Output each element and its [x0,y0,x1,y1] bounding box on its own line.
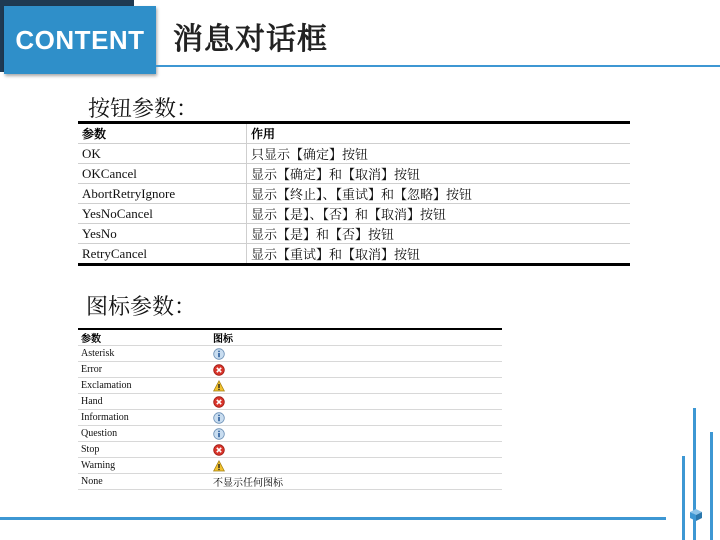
footer-line [0,517,666,520]
error-icon [213,396,225,408]
desc-cell: 显示【是】、【否】和【取消】按钮 [247,204,631,224]
icon-params-table [78,328,502,490]
param-cell: RetryCancel [78,244,247,265]
column-header-param: 参数 [78,123,247,144]
desc-cell: 显示【重试】和【取消】按钮 [247,244,631,265]
param-cell: AbortRetryIgnore [78,184,247,204]
param-cell: Warning [78,458,210,474]
table-row [78,378,502,394]
no-icon-text: 不显示任何图标 [210,474,502,490]
param-cell: Exclamation [78,378,210,394]
desc-cell: 显示【终止】、【重试】和【忽略】按钮 [247,184,631,204]
param-cell: Stop [78,442,210,458]
icon-params-heading: 图标参数： [86,295,197,320]
information-icon [213,348,225,360]
column-header-desc: 作用 [247,123,631,144]
table-row [78,224,630,244]
cube-icon [689,508,703,522]
information-icon [213,428,225,440]
table-row [78,458,502,474]
information-icon [213,412,225,424]
table-row [78,144,630,164]
table-header-row [78,329,502,346]
decorative-vertical-line [710,432,713,540]
table-header-row [78,123,630,144]
table-row [78,442,502,458]
table-row [78,184,630,204]
error-icon [213,364,225,376]
table-row [78,362,502,378]
param-cell: Question [78,426,210,442]
warning-icon [213,380,225,392]
button-params-table [78,121,630,266]
param-cell: Information [78,410,210,426]
desc-cell: 显示【确定】和【取消】按钮 [247,164,631,184]
column-header-param: 参数 [78,329,210,346]
param-cell: OKCancel [78,164,247,184]
param-cell: Asterisk [78,346,210,362]
param-cell: Hand [78,394,210,410]
desc-cell: 显示【是】和【否】按钮 [247,224,631,244]
table-row [78,164,630,184]
table-row [78,410,502,426]
button-params-heading: 按钮参数： [88,97,199,122]
warning-icon [213,460,225,472]
param-cell: None [78,474,210,490]
table-row [78,204,630,224]
param-cell: Error [78,362,210,378]
param-cell: YesNoCancel [78,204,247,224]
param-cell: OK [78,144,247,164]
page-title: 消息对话框 [173,22,328,57]
decorative-vertical-line [682,456,685,540]
param-cell: YesNo [78,224,247,244]
table-row [78,426,502,442]
column-header-icon: 图标 [210,329,502,346]
content-badge: CONTENT [4,6,156,74]
error-icon [213,444,225,456]
table-row [78,474,502,490]
table-row [78,394,502,410]
table-row [78,346,502,362]
table-row [78,244,630,265]
header-divider [156,65,720,67]
desc-cell: 只显示【确定】按钮 [247,144,631,164]
